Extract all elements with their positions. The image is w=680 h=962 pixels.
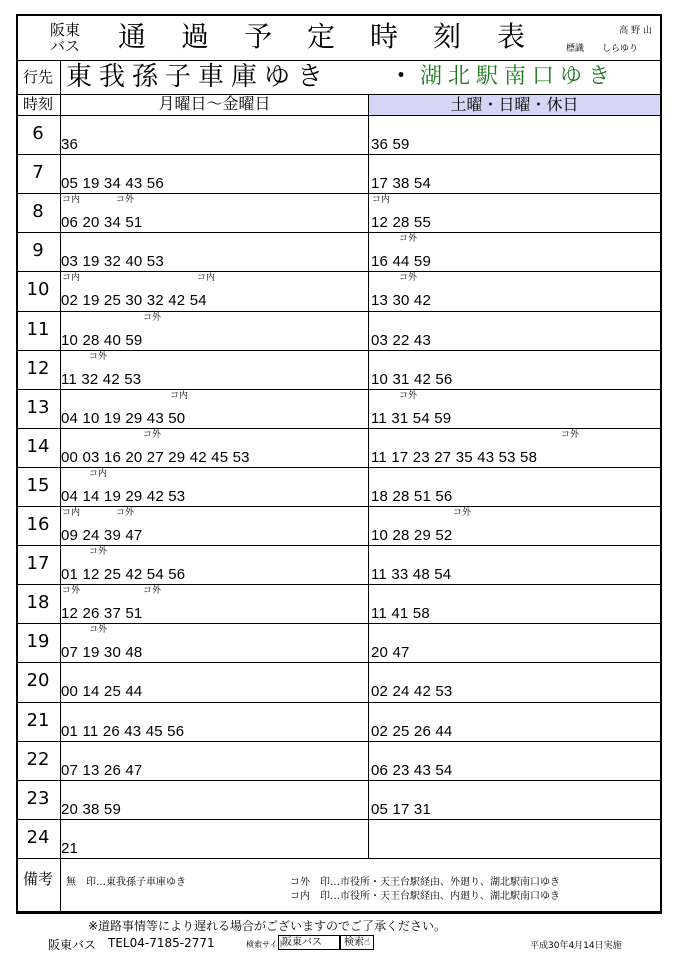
hour-label: 11 [26,319,50,340]
divider [16,913,662,914]
effective-date: 平成30年4月14日実施 [530,941,622,951]
weekday-route-mark: コ内 [62,508,81,518]
weekday-minutes: 06 20 34 51 [61,214,143,231]
hour-label: 23 [26,788,50,809]
holiday-minutes: 02 24 42 53 [371,683,453,700]
holiday-minutes: 10 31 42 56 [371,371,453,388]
hour-label: 20 [26,670,50,691]
hour-label: 12 [26,358,50,379]
row-divider [16,506,662,507]
title-char: 過 [181,20,210,53]
hour-label: 19 [26,631,50,652]
holiday-minutes: 06 23 43 54 [371,762,453,779]
stop-label: 標識 [566,44,585,54]
hour-label: 14 [26,436,50,457]
hour-label: 15 [26,475,50,496]
weekday-route-mark: コ外 [116,195,135,205]
holiday-minutes: 11 31 54 59 [371,410,452,427]
weekday-minutes: 20 38 59 [61,801,121,818]
row-divider [16,311,662,312]
company-line-2: バス [49,37,80,55]
row-divider [16,858,662,859]
holiday-minutes: 13 30 42 [371,292,431,309]
row-divider [16,271,662,272]
search-button-label: 検索 [344,937,364,948]
row-divider [16,350,662,351]
weekday-route-mark: コ外 [143,586,162,596]
title-char: 通 [118,20,147,53]
weekday-minutes: 04 14 19 29 42 53 [61,488,186,505]
weekday-route-mark: コ外 [116,508,135,518]
weekday-route-mark: コ内 [89,469,108,479]
remark-inner-loop: コ内 印…市役所・天王台駅経由、内廻り、湖北駅南口ゆき [290,891,560,902]
weekday-route-mark: コ外 [89,547,108,557]
hour-label: 17 [26,553,50,574]
divider [16,115,662,116]
row-divider [16,662,662,663]
company-logo [46,22,84,54]
hour-label: 9 [32,240,44,261]
row-divider [16,193,662,194]
title-char: 予 [244,20,273,53]
search-box[interactable]: 阪東バス [278,935,340,950]
holiday-header: 土曜・日曜・休日 [369,95,660,115]
weekday-minutes: 12 26 37 51 [61,605,143,622]
weekday-minutes: 36 [61,136,79,153]
row-divider [16,741,662,742]
weekday-minutes: 04 10 19 29 43 50 [61,410,186,427]
holiday-minutes: 18 28 51 56 [371,488,453,505]
weekday-minutes: 09 24 39 47 [61,527,143,544]
hour-label: 24 [26,827,50,848]
holiday-minutes: 11 33 48 54 [371,566,452,583]
holiday-minutes: 05 17 31 [371,801,431,818]
holiday-minutes: 11 17 23 27 35 43 53 58 [371,449,538,466]
weekday-route-mark: コ外 [143,313,162,323]
destination-separator: ・ [390,64,413,89]
hour-label: 7 [32,162,44,183]
hour-label: 6 [32,123,44,144]
company-line-1: 阪東 [49,21,80,39]
holiday-minutes: 10 28 29 52 [371,527,453,544]
row-divider [16,584,662,585]
footer-company: 阪東バス [48,938,97,952]
weekday-minutes: 07 13 26 47 [61,762,143,779]
holiday-minutes: 02 25 26 44 [371,723,453,740]
hour-label: 8 [32,201,44,222]
weekday-route-mark: コ内 [197,273,216,283]
holiday-route-mark: コ外 [399,391,418,401]
weekday-minutes: 05 19 34 43 56 [61,175,164,192]
row-divider [16,545,662,546]
weekday-minutes: 03 19 32 40 53 [61,253,164,270]
time-column-label: 時刻 [22,95,53,113]
holiday-minutes: 11 41 58 [371,605,430,622]
hour-label: 18 [26,592,50,613]
weekday-route-mark: コ内 [62,273,81,283]
row-divider [16,467,662,468]
weekday-minutes: 07 19 30 48 [61,644,143,661]
row-divider [16,232,662,233]
row-divider [16,428,662,429]
row-divider [16,702,662,703]
weekday-route-mark: コ外 [89,352,108,362]
weekday-route-mark: コ内 [170,391,189,401]
hour-label: 22 [26,749,50,770]
delay-notice: ※道路事情等により遅れる場合がございますのでご了承ください。 [88,919,447,933]
hour-label: 13 [26,397,50,418]
weekday-route-mark: コ外 [89,625,108,635]
row-divider [16,389,662,390]
holiday-minutes: 17 38 54 [371,175,431,192]
weekday-minutes: 21 [61,840,79,857]
holiday-minutes: 20 47 [371,644,410,661]
stop-name: 高 野 山 [619,26,652,36]
holiday-route-mark: コ内 [372,195,391,205]
remark-outer-loop: コ外 印…市役所・天王台駅経由、外廻り、湖北駅南口ゆき [290,877,560,888]
search-button[interactable] [340,935,374,950]
weekday-minutes: 02 19 25 30 32 42 54 [61,292,207,309]
weekday-minutes: 00 14 25 44 [61,683,143,700]
hour-label: 21 [26,710,50,731]
weekday-route-mark: コ外 [62,586,81,596]
holiday-minutes: 12 28 55 [371,214,431,231]
hour-label: 10 [26,279,50,300]
weekday-minutes: 00 03 16 20 27 29 42 45 53 [61,449,250,466]
stop-sign-name: しらゆり [602,44,639,54]
hour-label: 16 [26,514,50,535]
holiday-route-mark: コ外 [399,234,418,244]
holiday-route-mark: コ外 [399,273,418,283]
weekday-route-mark: コ外 [143,430,162,440]
destination-label: 行先 [22,68,53,86]
title-char: 表 [497,20,526,53]
holiday-minutes: 16 44 59 [371,253,431,270]
holiday-minutes: 03 22 43 [371,332,431,349]
holiday-route-mark: コ外 [453,508,472,518]
destination-main: 東我孫子車庫ゆき [66,62,331,92]
weekday-minutes: 01 11 26 43 45 56 [61,723,185,740]
remarks-label: 備考 [22,870,53,888]
weekday-header: 月曜日～金曜日 [158,94,271,113]
search-site-label: 検索サイト [246,940,286,949]
remark-no-mark: 無 印…東我孫子車庫ゆき [66,877,186,888]
title-char: 定 [307,20,336,53]
row-divider [16,780,662,781]
holiday-route-mark: コ外 [561,430,580,440]
weekday-route-mark: コ内 [62,195,81,205]
day-column-divider [368,94,369,858]
weekday-minutes: 10 28 40 59 [61,332,143,349]
destination-secondary: 湖北駅南口ゆき [420,64,617,89]
holiday-minutes: 36 59 [371,136,410,153]
weekday-minutes: 11 32 42 53 [61,371,142,388]
title-char: 刻 [433,20,462,53]
title-char: 時 [370,20,399,53]
row-divider [16,154,662,155]
row-divider [16,819,662,820]
row-divider [16,623,662,624]
footer-tel: TEL04-7185-2771 [108,936,215,950]
weekday-minutes: 01 12 25 42 54 56 [61,566,186,583]
cursor-icon: ☝ [364,937,371,948]
